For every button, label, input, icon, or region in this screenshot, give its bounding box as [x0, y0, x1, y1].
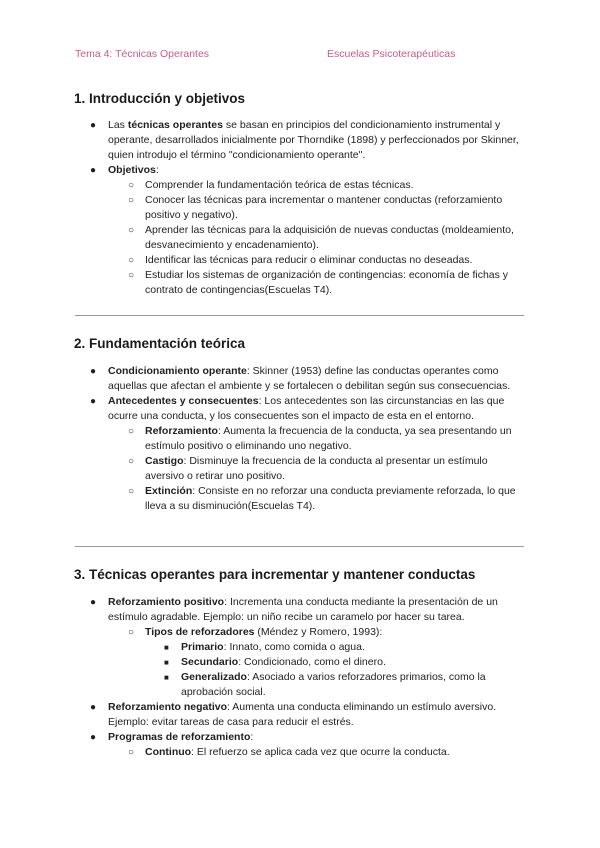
section-2-list [0, 364, 600, 514]
bullet-marker: ○ [128, 270, 135, 281]
list-item: ○ Comprender la fundamentación teórica de estas técnicas. [128, 179, 414, 191]
list-item: ○ Aprender las técnicas para la adquisición de nuevas conductas (moldeamiento, desvanecimiento y encadenamiento). [128, 224, 514, 251]
list-item: ■ Primario: Innato, como comida o agua. [164, 641, 365, 653]
list-item: ○ Castigo: Disminuye la frecuencia de la conducta al presentar un estímulo aversivo o retirar uno positivo. [128, 455, 488, 482]
list-item: ■ Generalizado: Asociado a varios reforzadores primarios, como la aprobación social. [164, 671, 486, 698]
list-item: ○ Tipos de reforzadores (Méndez y Romero, 1993): [128, 626, 383, 638]
list-item: ● Objetivos: [90, 164, 159, 176]
section-2-title: 2. Fundamentación teórica [74, 336, 246, 351]
section-1-list [0, 118, 600, 298]
bullet-marker: ○ [128, 195, 135, 206]
bullet-marker: ■ [164, 658, 169, 667]
bullet-marker: ● [90, 732, 97, 743]
bullet-marker: ○ [128, 426, 135, 437]
bullet-marker: ○ [128, 255, 135, 266]
bullet-marker: ○ [128, 747, 135, 758]
list-item: ■ Secundario: Condicionado, como el dinero. [164, 656, 386, 668]
list-item: ○ Reforzamiento: Aumenta la frecuencia de la conducta, ya sea presentando un estímulo positivo o eliminando uno negativo. [128, 425, 512, 452]
bullet-marker: ● [90, 597, 97, 608]
bullet-marker: ○ [128, 456, 135, 467]
header-course: Escuelas Psicoterapéuticas [327, 48, 456, 60]
bullet-marker: ■ [164, 643, 169, 652]
section-1-title: 1. Introducción y objetivos [74, 91, 246, 106]
bullet-marker: ■ [164, 673, 169, 682]
header-topic: Tema 4: Técnicas Operantes [75, 48, 210, 60]
bullet-marker: ○ [128, 486, 135, 497]
list-item: ○ Conocer las técnicas para incrementar o mantener conductas (reforzamiento positivo y negativo). [128, 194, 503, 221]
bullet-marker: ● [90, 165, 97, 176]
list-item: ● Reforzamiento positivo: Incrementa una conducta mediante la presentación de un estímulo agradable. Ejemplo: un niño recibe un caramelo por hacer su tarea. [90, 596, 498, 623]
bullet-marker: ● [90, 120, 97, 131]
list-item: ● Antecedentes y consecuentes: Los antecedentes son las circunstancias en las que ocurre una conducta, y los consecuentes son el impacto de esta en el entorno. [90, 395, 505, 422]
list-item: ● Las técnicas operantes se basan en principios del condicionamiento instrumental y operante, desarrollados inicialmente por Thorndike (1898) y perfeccionados por Skinner, quien introdujo el término "condicionamiento operante". [90, 119, 519, 161]
bullet-marker: ● [90, 366, 97, 377]
list-item: ● Reforzamiento negativo: Aumenta una conducta eliminando un estímulo aversivo. Ejemplo: evitar tareas de casa para reducir el estrés. [90, 701, 497, 728]
list-item: ○ Identificar las técnicas para reducir o eliminar conductas no deseadas. [128, 254, 473, 266]
list-item: ○ Continuo: El refuerzo se aplica cada vez que ocurre la conducta. [128, 746, 450, 758]
section-3-title: 3. Técnicas operantes para incrementar y mantener conductas [74, 567, 476, 582]
bullet-marker: ○ [128, 627, 135, 638]
section-divider [75, 315, 524, 316]
bullet-marker: ● [90, 396, 97, 407]
list-item: ● Programas de reforzamiento: [90, 731, 254, 743]
bullet-marker: ○ [128, 225, 135, 236]
section-divider [75, 546, 524, 547]
list-item: ○ Extinción: Consiste en no reforzar una conducta previamente reforzada, lo que lleva a su disminución(Escuelas T4). [128, 485, 516, 512]
list-item: ● Condicionamiento operante: Skinner (1953) define las conductas operantes como aquellas que afectan el ambiente y se fortalecen o debilitan según sus consecuencias. [90, 365, 511, 392]
bullet-marker: ● [90, 702, 97, 713]
bullet-marker: ○ [128, 180, 135, 191]
section-3-list [0, 595, 600, 760]
list-item: ○ Estudiar los sistemas de organización de contingencias: economía de fichas y contrato de contingencias(Escuelas T4). [128, 269, 509, 296]
